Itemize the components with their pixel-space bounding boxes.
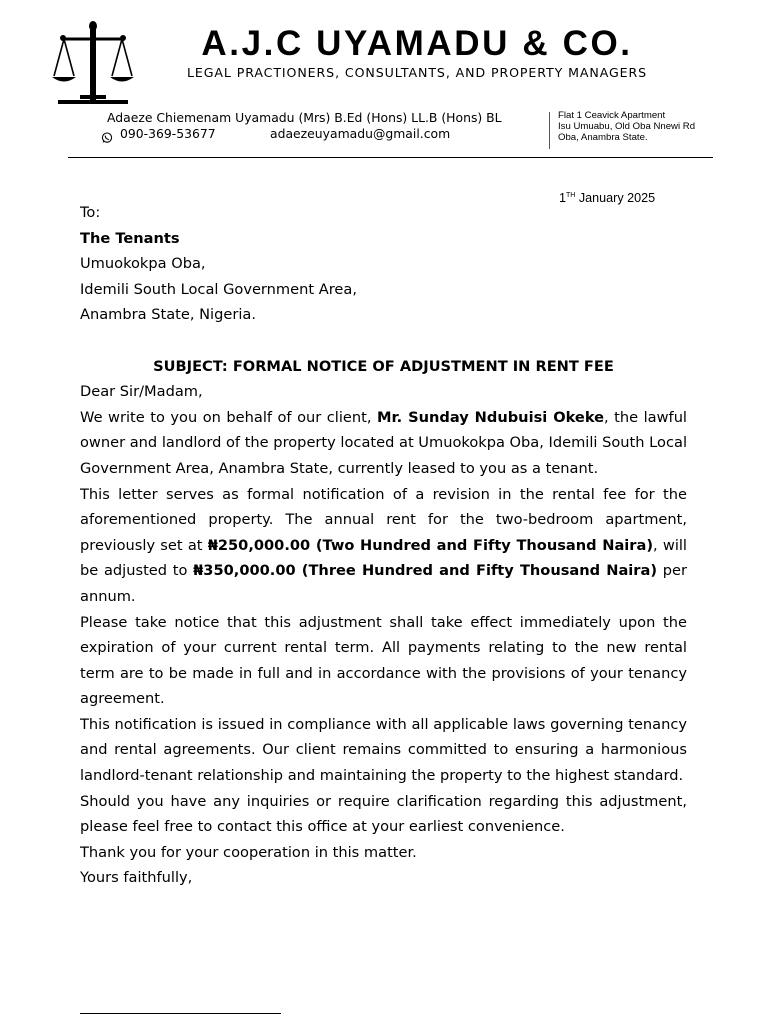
letterhead-rule (68, 157, 713, 158)
recipient-address-line: Idemili South Local Government Area, (80, 280, 357, 298)
date-day: 1 (559, 191, 567, 205)
header-divider (549, 112, 550, 149)
new-rent: ₦350,000.00 (Three Hundred and Fifty Thousand Naira) (193, 562, 658, 580)
email-address[interactable]: adaezeuyamadu@gmail.com (270, 126, 451, 141)
address-line: Flat 1 Ceavick Apartment (558, 110, 666, 121)
paragraph-rent-revision: This letter serves as formal notification of a revision in the rental fee for the aforementioned property. The annual rent for the two-bedroom apartment, previously set at ₦250,000.00 (Two Hundred and Fifty Thousand Naira), will be adjusted to ₦350,000.00 (Three Hundred and Fifty Thousand Naira) per annum. (80, 485, 687, 605)
paragraph-compliance: This notification is issued in compliance with all applicable laws governing tenancy and rental agreements. Our client remains committed to ensuring a harmonious landlord-tenant relationship and maintaining the property to the highest standard. (80, 715, 687, 785)
phone-number[interactable]: 090-369-53677 (120, 126, 216, 141)
to-label: To: (80, 204, 101, 221)
signature-line (80, 1013, 281, 1014)
paragraph-client: We write to you on behalf of our client, Mr. Sunday Ndubuisi Okeke, the lawful owner and landlord of the property located at Umuokokpa Oba, Idemili South Local Government Area, Anambra State, currently leased to you as a tenant. (80, 408, 687, 477)
recipient-address-line: Umuokokpa Oba, (80, 255, 206, 273)
closing: Yours faithfully, (80, 869, 193, 887)
recipient-name: The Tenants (80, 229, 180, 247)
paragraph-thanks: Thank you for your cooperation in this matter. (80, 843, 417, 861)
date-suffix: TH (566, 192, 576, 199)
whatsapp-icon (101, 132, 113, 144)
office-address (558, 110, 695, 143)
firm-name: A.J.C UYAMADU & CO. (201, 24, 633, 63)
principal-name: Adaeze Chiemenam Uyamadu (Mrs) B.Ed (Hons) LL.B (Hons) BL (107, 110, 502, 125)
address-line: Isu Umuabu, Old Oba Nnewi Rd (558, 121, 696, 132)
firm-tagline: LEGAL PRACTIONERS, CONSULTANTS, AND PROPERTY MANAGERS (186, 65, 648, 80)
paragraph-effective: Please take notice that this adjustment shall take effect immediately upon the expiration of your current rental term. All payments relating to the new rental term are to be made in full and in accordance with the provisions of your tenancy agreement. (80, 613, 687, 708)
letter-body (80, 200, 687, 891)
subject-line: SUBJECT: FORMAL NOTICE OF ADJUSTMENT IN RENT FEE (153, 357, 614, 375)
date-rest: January 2025 (575, 191, 656, 205)
scales-of-justice-icon (50, 20, 136, 108)
salutation: Dear Sir/Madam, (80, 383, 203, 401)
address-line: Oba, Anambra State. (558, 132, 648, 143)
client-name: Mr. Sunday Ndubuisi Okeke (376, 408, 605, 426)
previous-rent: ₦250,000.00 (Two Hundred and Fifty Thousand Naira) (207, 536, 654, 554)
recipient-address-line: Anambra State, Nigeria. (80, 306, 256, 324)
paragraph-inquiries: Should you have any inquiries or require clarification regarding this adjustment, please feel free to contact this office at your earliest convenience. (80, 792, 687, 836)
